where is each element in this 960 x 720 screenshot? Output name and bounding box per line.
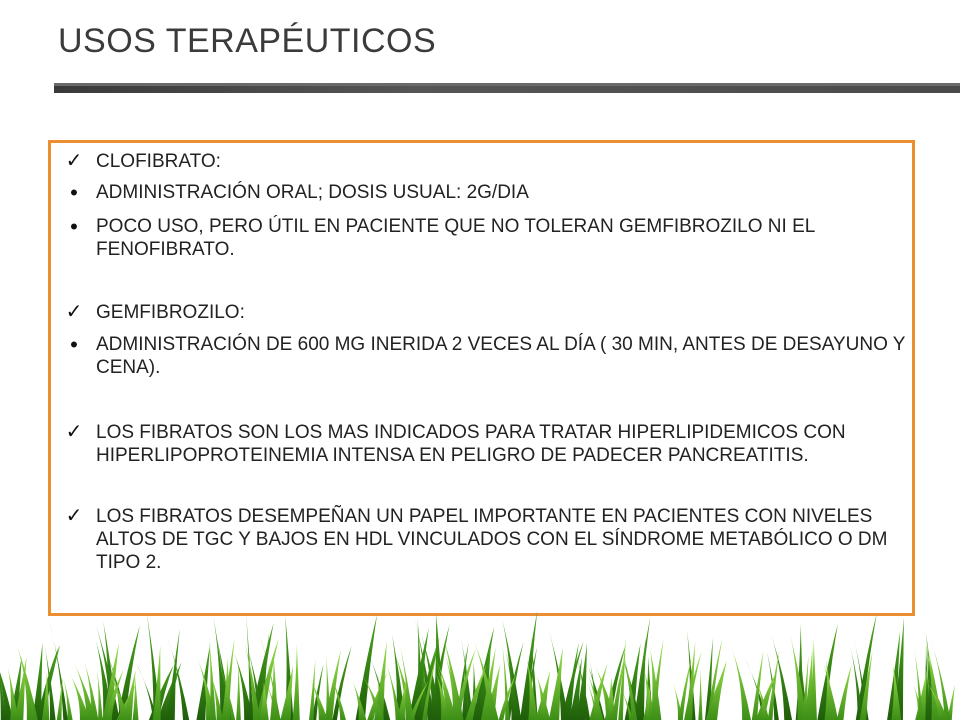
list-item-text: POCO USO, PERO ÚTIL EN PACIENTE QUE NO TOLERAN GEMFIBROZILO NI EL FENOFIBRATO.	[96, 216, 815, 260]
title-divider-highlight	[54, 83, 960, 86]
list-item-text: LOS FIBRATOS DESEMPEÑAN UN PAPEL IMPORTANTE EN PACIENTES CON NIVELES ALTOS DE TGC Y BAJOS EN HDL VINCULADOS CON EL SÍNDROME METABÓLICO O DM TIPO 2.	[96, 506, 888, 573]
grass-blade	[768, 650, 780, 720]
bullet-icon: •	[70, 332, 78, 357]
list-item-text: LOS FIBRATOS SON LOS MAS INDICADOS PARA TRATAR HIPERLIPIDEMICOS CON HIPERLIPOPROTEINEMIA INTENSA EN PELIGRO DE PADECER PANCREATITIS.	[96, 422, 846, 466]
list-item-fibratos-papel	[65, 505, 906, 574]
list-item-text: ADMINISTRACIÓN ORAL; DOSIS USUAL: 2G/DIA	[96, 182, 529, 203]
list-item-text: GEMFIBROZILO:	[96, 302, 245, 323]
grass-blade	[293, 644, 300, 720]
grass-blade	[698, 669, 702, 720]
list-item-administracion-oral	[70, 180, 906, 205]
bullet-icon: •	[70, 180, 78, 205]
grass-blade	[837, 664, 852, 720]
list-item-text: CLOFIBRATO:	[96, 151, 221, 172]
check-icon: ✓	[65, 301, 83, 323]
list-item-gemfibrozilo	[65, 301, 906, 324]
grass-blade	[732, 648, 751, 720]
content-box	[48, 140, 915, 616]
list-item-administracion-600mg	[70, 332, 906, 379]
bullet-icon: •	[70, 214, 78, 239]
list-item-fibratos-indicados	[65, 421, 906, 467]
list-item-text: ADMINISTRACIÓN DE 600 MG INERIDA 2 VECES AL DÍA ( 30 MIN, ANTES DE DESAYUNO Y CENA).	[96, 334, 906, 378]
check-icon: ✓	[65, 421, 83, 443]
list-item-poco-uso	[70, 214, 906, 261]
check-icon: ✓	[65, 505, 83, 527]
grass-blade	[770, 631, 792, 720]
slide-title: USOS TERAPÉUTICOS	[58, 22, 437, 60]
list-item-clofibrato	[65, 150, 906, 173]
check-icon: ✓	[65, 150, 83, 172]
grass-decoration	[0, 610, 960, 720]
